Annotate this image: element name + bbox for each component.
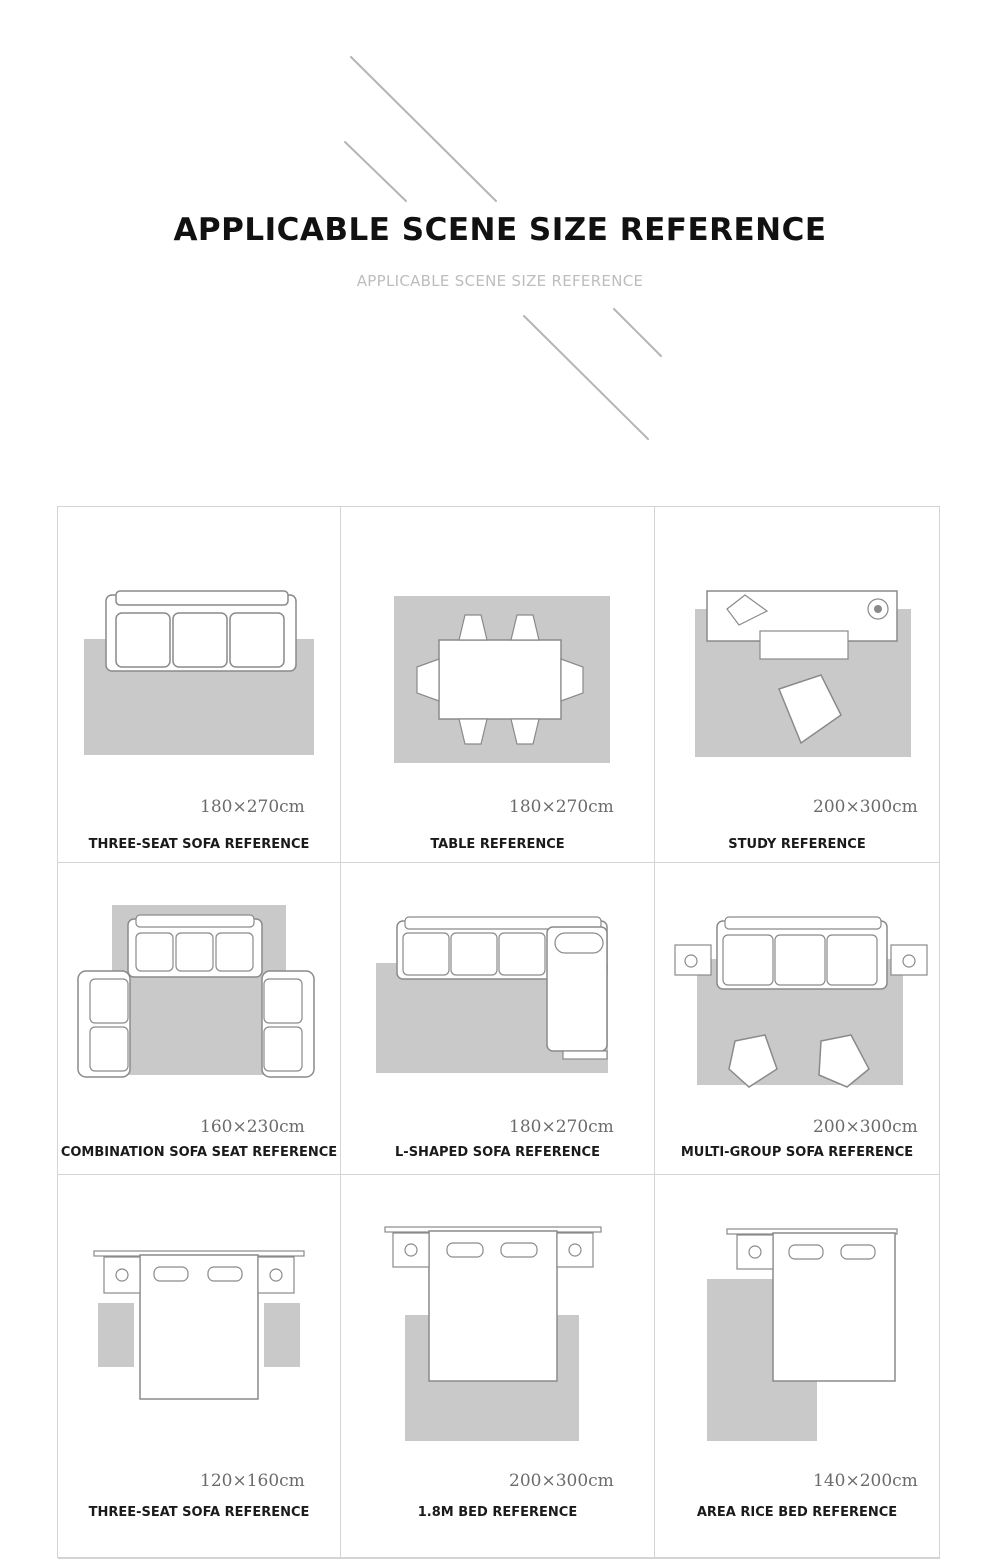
page-title: APPLICABLE SCENE SIZE REFERENCE <box>173 212 827 248</box>
multi-group-sofa-rug-icon <box>655 863 940 1113</box>
size-label: 160×230cm <box>200 1117 305 1137</box>
reference-caption: THREE-SEAT SOFA REFERENCE <box>88 837 310 852</box>
size-label: 180×270cm <box>509 1117 614 1137</box>
reference-caption: MULTI-GROUP SOFA REFERENCE <box>680 1145 914 1160</box>
three-seat-sofa-rug-icon <box>58 507 341 807</box>
reference-cell <box>655 1175 940 1559</box>
reference-cell <box>58 863 341 1175</box>
reference-cell <box>341 507 655 863</box>
size-label: 140×200cm <box>813 1471 918 1491</box>
reference-cell <box>655 863 940 1175</box>
reference-grid <box>57 506 940 1558</box>
combination-sofa-rug-icon <box>58 863 341 1113</box>
reference-caption: L-SHAPED SOFA REFERENCE <box>395 1145 600 1160</box>
reference-cell <box>341 1175 655 1559</box>
offset-bed-rug-icon <box>655 1175 940 1475</box>
reference-cell <box>58 507 341 863</box>
dining-table-rug-icon <box>341 507 655 807</box>
study-desk-rug-icon <box>655 507 940 807</box>
reference-caption: 1.8M BED REFERENCE <box>417 1505 578 1520</box>
size-label: 180×270cm <box>200 797 305 817</box>
size-label: 200×300cm <box>813 797 918 817</box>
reference-caption: AREA RICE BED REFERENCE <box>696 1505 898 1520</box>
size-label: 120×160cm <box>200 1471 305 1491</box>
reference-caption: COMBINATION SOFA SEAT REFERENCE <box>60 1145 338 1160</box>
reference-caption: TABLE REFERENCE <box>430 837 565 852</box>
bedside-rugs-icon <box>58 1175 341 1475</box>
reference-caption: STUDY REFERENCE <box>728 837 866 852</box>
bed-rug-icon <box>341 1175 655 1475</box>
l-shaped-sofa-rug-icon <box>341 863 655 1113</box>
size-label: 180×270cm <box>509 797 614 817</box>
page-subtitle: APPLICABLE SCENE SIZE REFERENCE <box>356 272 644 290</box>
reference-cell <box>58 1175 341 1559</box>
reference-cell <box>341 863 655 1175</box>
size-label: 200×300cm <box>813 1117 918 1137</box>
reference-cell <box>655 507 940 863</box>
reference-caption: THREE-SEAT SOFA REFERENCE <box>88 1505 310 1520</box>
size-label: 200×300cm <box>509 1471 614 1491</box>
